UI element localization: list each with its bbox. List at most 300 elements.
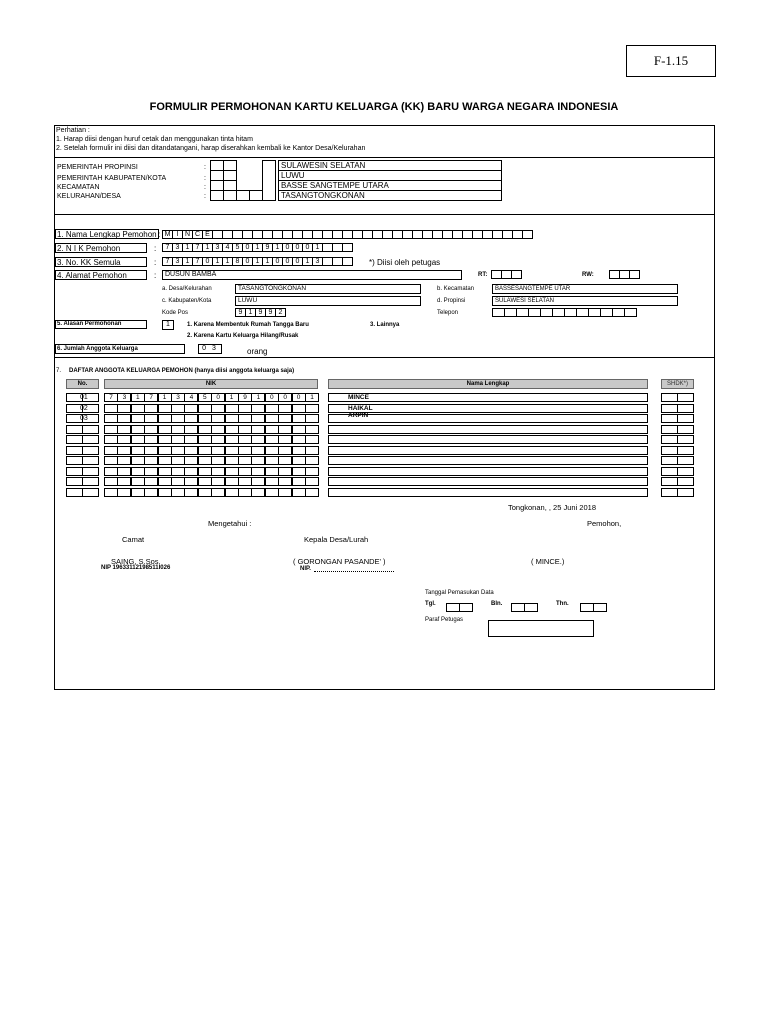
code-box[interactable]: [223, 190, 237, 201]
row-nik-cell[interactable]: [171, 488, 185, 497]
row-nik-cell[interactable]: [198, 446, 212, 455]
row-shdk-cell[interactable]: [661, 425, 678, 434]
char-cell[interactable]: 0: [242, 243, 253, 252]
row-shdk-cell[interactable]: [661, 404, 678, 413]
row-shdk-cell[interactable]: [661, 393, 678, 402]
char-cell[interactable]: 1: [252, 243, 263, 252]
label-propinsi: PEMERINTAH PROPINSI: [57, 164, 138, 171]
char-cell[interactable]: 3: [312, 257, 323, 266]
char-cell[interactable]: 9: [235, 308, 246, 317]
row-nik-cell[interactable]: [225, 456, 239, 465]
row-nik-cell[interactable]: [238, 435, 252, 444]
row-nik-cell[interactable]: [225, 467, 239, 476]
row-nik-cell[interactable]: [305, 425, 319, 434]
kodepos-cells[interactable]: [235, 308, 285, 317]
row-nik-cell[interactable]: [104, 467, 118, 476]
row-no-cell[interactable]: [66, 477, 83, 486]
colon: :: [204, 184, 206, 191]
row-nik-cell[interactable]: [104, 477, 118, 486]
thn-cells[interactable]: [580, 603, 606, 612]
kabupaten-field[interactable]: LUWU: [235, 296, 421, 306]
row-nik-cell[interactable]: [225, 404, 239, 413]
row-nik-cell[interactable]: [184, 477, 198, 486]
row-nik-cell[interactable]: 0: [211, 393, 225, 402]
row-nik-cell[interactable]: [305, 435, 319, 444]
row-nama-field[interactable]: [328, 425, 648, 434]
row-nik-cell[interactable]: [131, 414, 145, 423]
row-nik-cell[interactable]: [292, 425, 306, 434]
colon: :: [204, 193, 206, 200]
row-nik-cell[interactable]: [158, 435, 172, 444]
char-cell[interactable]: 1: [182, 257, 193, 266]
row-nik-cell[interactable]: [211, 477, 225, 486]
row-shdk-cell[interactable]: [677, 446, 694, 455]
row-no-cell[interactable]: [82, 467, 99, 476]
row-nik-cell[interactable]: [144, 456, 158, 465]
row-no-cell[interactable]: [66, 435, 83, 444]
colon: :: [204, 164, 206, 171]
row-nik-cell[interactable]: [278, 467, 292, 476]
row-shdk-cell[interactable]: [661, 435, 678, 444]
row-nik-cell[interactable]: [251, 425, 265, 434]
row-nik-cell[interactable]: [265, 467, 279, 476]
row-nik-cell[interactable]: [131, 435, 145, 444]
page-title: FORMULIR PERMOHONAN KARTU KELUARGA (KK) BARU WARGA NEGARA INDONESIA: [149, 101, 619, 113]
char-cell[interactable]: 0: [242, 257, 253, 266]
row-nik-cell[interactable]: [131, 488, 145, 497]
row-nik-cell[interactable]: 1: [158, 393, 172, 402]
row-nik-cell[interactable]: 1: [225, 393, 239, 402]
row-nik-cell[interactable]: [184, 425, 198, 434]
char-cell[interactable]: 1: [262, 257, 273, 266]
char-cell[interactable]: 3: [172, 257, 183, 266]
row-nik-cell[interactable]: [305, 477, 319, 486]
row-nik-cell[interactable]: [171, 404, 185, 413]
camat-name: SAING, S.Sos.: [111, 557, 161, 566]
row-nik-cell[interactable]: [117, 435, 131, 444]
row-nik-cell[interactable]: [238, 467, 252, 476]
label-alamat: 4. Alamat Pemohon: [57, 271, 127, 280]
row-nik-cell[interactable]: [131, 456, 145, 465]
row-nik-cell[interactable]: [158, 467, 172, 476]
propinsi-label: d. Propinsi: [437, 298, 466, 304]
row-nik-cell[interactable]: [171, 477, 185, 486]
row-nik-cell[interactable]: [198, 456, 212, 465]
row-nama-field[interactable]: [328, 456, 648, 465]
row-nik-cell[interactable]: [184, 446, 198, 455]
char-cell[interactable]: 0: [302, 243, 313, 252]
bln-label: Bln.: [491, 601, 503, 607]
row-shdk-cell[interactable]: [677, 488, 694, 497]
row-nik-cell[interactable]: [144, 404, 158, 413]
row-nik-cell[interactable]: [184, 435, 198, 444]
row-no-cell[interactable]: [82, 446, 99, 455]
row-nik-cell[interactable]: [144, 414, 158, 423]
nik-cells[interactable]: [162, 243, 352, 252]
row-nik-cell[interactable]: [292, 414, 306, 423]
row-nik-cell[interactable]: 1: [251, 393, 265, 402]
row-nik-cell[interactable]: [211, 446, 225, 455]
char-cell[interactable]: 7: [162, 243, 173, 252]
row-nik-cell[interactable]: [117, 456, 131, 465]
row-no-cell[interactable]: [66, 446, 83, 455]
row-nik-cell[interactable]: [117, 414, 131, 423]
row-nik-cell[interactable]: 0: [278, 393, 292, 402]
row-nik-cell[interactable]: 7: [104, 393, 118, 402]
char-cell[interactable]: 1: [302, 257, 313, 266]
tgl-cells[interactable]: [446, 603, 472, 612]
row-nama-field[interactable]: [328, 435, 648, 444]
char-cell[interactable]: N: [182, 230, 193, 239]
char-cell[interactable]: 1: [202, 243, 213, 252]
row-nik-cell[interactable]: [198, 467, 212, 476]
row-nik-cell[interactable]: [238, 446, 252, 455]
char-cell[interactable]: 0: [292, 243, 303, 252]
char-cell[interactable]: 9: [262, 243, 273, 252]
row-nik-cell[interactable]: 5: [198, 393, 212, 402]
char-cell[interactable]: 1: [272, 243, 283, 252]
col-no: No.: [66, 379, 99, 389]
code-box[interactable]: [236, 190, 250, 201]
row-nik-cell[interactable]: [158, 404, 172, 413]
row-shdk-cell[interactable]: [677, 477, 694, 486]
char-cell[interactable]: 1: [312, 243, 323, 252]
row-shdk-cell[interactable]: [677, 435, 694, 444]
row-nik-cell[interactable]: [265, 435, 279, 444]
tanggal-label: Tanggal Pemasukan Data: [425, 590, 494, 596]
row-nik-cell[interactable]: [292, 404, 306, 413]
code-box[interactable]: [249, 190, 263, 201]
telepon-cells[interactable]: [492, 308, 636, 317]
row-nik-cell[interactable]: [104, 488, 118, 497]
row-number: 02: [80, 405, 88, 412]
row-nik-cell[interactable]: [292, 456, 306, 465]
camat-label: Camat: [122, 535, 145, 544]
row-nik-cell[interactable]: [292, 488, 306, 497]
char-cell[interactable]: M: [162, 230, 173, 239]
row-shdk-cell[interactable]: [677, 393, 694, 402]
row-no-cell[interactable]: [66, 456, 83, 465]
col-nama: Nama Lengkap: [328, 379, 648, 389]
row-nik-cell[interactable]: [184, 467, 198, 476]
row-nik-cell[interactable]: [211, 488, 225, 497]
perhatian-heading: Perhatian :: [56, 127, 90, 134]
row-nik-cell[interactable]: [265, 404, 279, 413]
char-cell[interactable]: 0: [272, 257, 283, 266]
row-nik-cell[interactable]: [278, 446, 292, 455]
row-nik-cell[interactable]: [131, 467, 145, 476]
char-cell[interactable]: [342, 257, 353, 266]
bln-cells[interactable]: [511, 603, 537, 612]
kk-cells[interactable]: [162, 257, 352, 266]
row-shdk-cell[interactable]: [661, 446, 678, 455]
row-nik-cell[interactable]: [211, 467, 225, 476]
row-nik-cell[interactable]: [117, 404, 131, 413]
row-nik-cell[interactable]: [278, 404, 292, 413]
row-nik-cell[interactable]: [265, 477, 279, 486]
row-nik-cell[interactable]: 9: [238, 393, 252, 402]
row-nik-cell[interactable]: [292, 467, 306, 476]
row-nik-cell[interactable]: [171, 435, 185, 444]
char-cell[interactable]: 9: [255, 308, 266, 317]
kodepos-label: Kode Pos: [162, 310, 189, 316]
row-nik-cell[interactable]: [211, 414, 225, 423]
row-nik-cell[interactable]: [225, 446, 239, 455]
char-cell[interactable]: I: [172, 230, 183, 239]
row-shdk-cell[interactable]: [661, 477, 678, 486]
row-shdk-cell[interactable]: [677, 414, 694, 423]
row-nik-cell[interactable]: [211, 435, 225, 444]
colon: :: [154, 244, 157, 253]
row-no-cell[interactable]: [82, 488, 99, 497]
char-cell[interactable]: 1: [252, 257, 263, 266]
row-nik-cell[interactable]: [184, 404, 198, 413]
row-no-cell[interactable]: [66, 467, 83, 476]
row-nama-field[interactable]: [328, 393, 648, 402]
row-nik-cell[interactable]: [117, 467, 131, 476]
perhatian-line2: 2. Setelah formulir ini diisi dan ditandatangani, harap diserahkan kembali ke Kantor Desa/Kelurahan: [56, 145, 366, 152]
value-propinsi[interactable]: SULAWESIN SELATAN: [278, 160, 502, 171]
perhatian-line1: 1. Harap diisi dengan huruf cetak dan menggunakan tinta hitam: [56, 136, 253, 143]
row-nik-cell[interactable]: 4: [184, 393, 198, 402]
row-nik-cell[interactable]: [265, 456, 279, 465]
row-nik-cell[interactable]: [225, 488, 239, 497]
char-cell[interactable]: E: [202, 230, 213, 239]
row-nik-cell[interactable]: [251, 477, 265, 486]
rw-cells[interactable]: [609, 270, 639, 279]
row-nik-cell[interactable]: [265, 446, 279, 455]
row-nik-cell[interactable]: 3: [117, 393, 131, 402]
row-nik-cell[interactable]: [305, 446, 319, 455]
row-nik-cell[interactable]: [238, 488, 252, 497]
row-nik-cell[interactable]: [158, 477, 172, 486]
row-nik-cell[interactable]: [144, 425, 158, 434]
daftar-heading: DAFTAR ANGGOTA KELUARGA PEMOHON (hanya diisi anggota keluarga saja): [69, 368, 295, 374]
value-kelurahan[interactable]: TASANGTONGKONAN: [278, 190, 502, 201]
row-nik-cell[interactable]: [278, 414, 292, 423]
row-nik-cell[interactable]: [305, 456, 319, 465]
row-nik-cell[interactable]: [104, 446, 118, 455]
char-cell[interactable]: 0: [282, 257, 293, 266]
row-no-cell[interactable]: [82, 435, 99, 444]
row-nik-cell[interactable]: [251, 435, 265, 444]
row-nik-cell[interactable]: [265, 425, 279, 434]
jumlah-value[interactable]: 0 3: [198, 344, 222, 354]
row-nik-cell[interactable]: [184, 414, 198, 423]
row-no-cell[interactable]: [66, 425, 83, 434]
row-nik-cell[interactable]: [305, 404, 319, 413]
row-nik-cell[interactable]: [184, 456, 198, 465]
row-no-cell[interactable]: [82, 425, 99, 434]
row-nik-cell[interactable]: [305, 414, 319, 423]
row-nik-cell[interactable]: 0: [265, 393, 279, 402]
row-nik-cell[interactable]: [251, 488, 265, 497]
char-cell[interactable]: C: [192, 230, 203, 239]
alasan-value[interactable]: 1: [162, 320, 174, 330]
char-cell[interactable]: 4: [222, 243, 233, 252]
kecamatan-field[interactable]: BASSESANGTEMPE UTAR: [492, 284, 678, 294]
row-nik-cell[interactable]: [211, 456, 225, 465]
row-nama-field[interactable]: [328, 414, 648, 423]
row-nik-cell[interactable]: [198, 414, 212, 423]
row-nik-cell[interactable]: [131, 404, 145, 413]
row-nik-cell[interactable]: 1: [131, 393, 145, 402]
row-nik-cell[interactable]: [198, 404, 212, 413]
row-no-cell[interactable]: [82, 477, 99, 486]
row-nik-cell[interactable]: [171, 446, 185, 455]
row-nik-cell[interactable]: [305, 467, 319, 476]
code-box[interactable]: [262, 160, 276, 201]
rt-cells[interactable]: [491, 270, 521, 279]
paraf-box[interactable]: [488, 620, 594, 637]
row-nik-cell[interactable]: [198, 477, 212, 486]
kades-name: ( GORONGAN PASANDE' ): [293, 557, 386, 566]
row-nik-cell[interactable]: [211, 425, 225, 434]
char-cell[interactable]: 0: [292, 257, 303, 266]
row-nik-cell[interactable]: [211, 404, 225, 413]
form-code: F-1.15: [626, 45, 716, 77]
row-nik-cell[interactable]: [278, 477, 292, 486]
char-cell[interactable]: 7: [192, 257, 203, 266]
char-cell[interactable]: 1: [182, 243, 193, 252]
row-nik-cell[interactable]: 0: [292, 393, 306, 402]
row-nik-cell[interactable]: [117, 477, 131, 486]
row-nik-cell[interactable]: [158, 425, 172, 434]
row-nik-cell[interactable]: [292, 477, 306, 486]
row-nik-cell[interactable]: [117, 488, 131, 497]
row-nik-cell[interactable]: [131, 425, 145, 434]
row-nik-cell[interactable]: [131, 446, 145, 455]
row-nik-cell[interactable]: [104, 404, 118, 413]
row-nik-cell[interactable]: [117, 425, 131, 434]
row-nik-cell[interactable]: [198, 488, 212, 497]
row-nik-cell[interactable]: [225, 425, 239, 434]
row-nik-cell[interactable]: [158, 488, 172, 497]
row-nik-cell[interactable]: [292, 435, 306, 444]
char-cell[interactable]: 0: [282, 243, 293, 252]
char-cell[interactable]: [342, 243, 353, 252]
row-nik-cell[interactable]: [104, 425, 118, 434]
row-nik-cell[interactable]: [278, 435, 292, 444]
row-nik-cell[interactable]: [238, 456, 252, 465]
row-nik-cell[interactable]: [238, 414, 252, 423]
row-nama-field[interactable]: [328, 446, 648, 455]
row-nik-cell[interactable]: 1: [305, 393, 319, 402]
char-cell[interactable]: 0: [202, 257, 213, 266]
row-nik-cell[interactable]: [265, 488, 279, 497]
row-nik-cell[interactable]: [292, 446, 306, 455]
char-cell[interactable]: 8: [232, 257, 243, 266]
row-nik-cell[interactable]: [198, 435, 212, 444]
char-cell[interactable]: 7: [162, 257, 173, 266]
row-nik-cell[interactable]: [144, 435, 158, 444]
row-nik-cell[interactable]: [225, 414, 239, 423]
kecamatan-label: b. Kecamatan: [437, 286, 475, 292]
row-nik-cell[interactable]: [225, 435, 239, 444]
row-nama-field[interactable]: [328, 467, 648, 476]
row-nik-cell[interactable]: [278, 456, 292, 465]
row-nama-field[interactable]: [328, 488, 648, 497]
row-nik-cell[interactable]: [265, 414, 279, 423]
row-nik-cell[interactable]: [251, 456, 265, 465]
value-kabupaten[interactable]: LUWU: [278, 170, 502, 181]
row-nik-cell[interactable]: [171, 414, 185, 423]
value-kecamatan[interactable]: BASSE SANGTEMPE UTARA: [278, 180, 502, 191]
desa-field[interactable]: TASANGTONGKONAN: [235, 284, 421, 294]
alamat-field[interactable]: DUSUN BAMBA: [162, 270, 462, 280]
row-shdk-cell[interactable]: [661, 488, 678, 497]
col-nik: NIK: [104, 379, 318, 389]
row-nik-cell[interactable]: [144, 467, 158, 476]
row-nik-cell[interactable]: [104, 456, 118, 465]
char-cell[interactable]: [522, 230, 533, 239]
row-nik-cell[interactable]: [238, 404, 252, 413]
row-nik-cell[interactable]: [158, 456, 172, 465]
row-nik-cell[interactable]: [171, 425, 185, 434]
row-nik-cell[interactable]: [171, 467, 185, 476]
char-cell[interactable]: 1: [212, 257, 223, 266]
row-shdk-cell[interactable]: [661, 456, 678, 465]
row-nik-cell[interactable]: [251, 414, 265, 423]
row-shdk-cell[interactable]: [661, 467, 678, 476]
char-cell[interactable]: 7: [192, 243, 203, 252]
row-nik-cell[interactable]: [278, 488, 292, 497]
row-nik-cell[interactable]: [144, 446, 158, 455]
char-cell[interactable]: 1: [245, 308, 256, 317]
char-cell[interactable]: 5: [232, 243, 243, 252]
row-shdk-cell[interactable]: [677, 404, 694, 413]
propinsi-field[interactable]: SULAWESI SELATAN: [492, 296, 678, 306]
row-nik-cell[interactable]: 7: [144, 393, 158, 402]
nama-cells[interactable]: [162, 230, 532, 239]
row-shdk-cell[interactable]: [661, 414, 678, 423]
row-nik-cell[interactable]: [184, 488, 198, 497]
row-nik-cell[interactable]: [225, 477, 239, 486]
row-nik-cell[interactable]: [104, 414, 118, 423]
row-nik-cell[interactable]: [251, 467, 265, 476]
char-cell[interactable]: 9: [265, 308, 276, 317]
char-cell[interactable]: 3: [172, 243, 183, 252]
row-shdk-cell[interactable]: [677, 456, 694, 465]
row-nik-cell[interactable]: [198, 425, 212, 434]
row-nik-cell[interactable]: [131, 477, 145, 486]
row-nik-cell[interactable]: [238, 425, 252, 434]
row-nama-field[interactable]: [328, 477, 648, 486]
row-shdk-cell[interactable]: [677, 467, 694, 476]
row-nik-cell[interactable]: [305, 488, 319, 497]
row-nik-cell[interactable]: [251, 446, 265, 455]
row-no-cell[interactable]: [66, 488, 83, 497]
row-nik-cell[interactable]: [144, 488, 158, 497]
row-nik-cell[interactable]: [117, 446, 131, 455]
char-cell[interactable]: 2: [275, 308, 286, 317]
row-nik-cell[interactable]: [158, 414, 172, 423]
row-nik-cell[interactable]: [144, 477, 158, 486]
char-cell[interactable]: 3: [212, 243, 223, 252]
row-nik-cell[interactable]: [104, 435, 118, 444]
row-nik-cell[interactable]: [171, 456, 185, 465]
row-nik-cell[interactable]: [158, 446, 172, 455]
row-nik-cell[interactable]: 3: [171, 393, 185, 402]
row-shdk-cell[interactable]: [677, 425, 694, 434]
row-nik-cell[interactable]: [251, 404, 265, 413]
row-nik-cell[interactable]: [278, 425, 292, 434]
char-cell[interactable]: 1: [222, 257, 233, 266]
row-nama-field[interactable]: [328, 404, 648, 413]
row-nik-cell[interactable]: [238, 477, 252, 486]
row-no-cell[interactable]: [82, 456, 99, 465]
code-box[interactable]: [210, 190, 224, 201]
